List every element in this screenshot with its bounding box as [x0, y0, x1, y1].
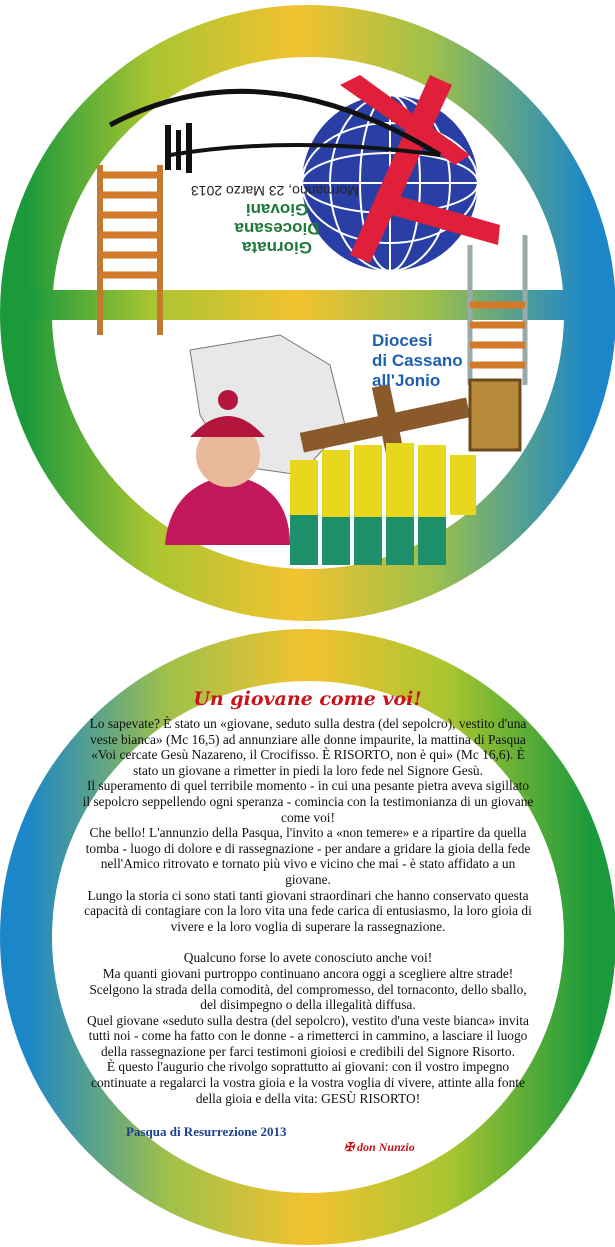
diocese-line-3: all'Jonio — [372, 371, 441, 390]
bottom-disc — [0, 628, 615, 1247]
paragraph: Lo sapevate? È stato un «giovane, seduto sulla destra (del sepolcro), vestito d'una veste bianca» (Mc 16,5) ad annunziare alle donne impaurite, la mattina di Pasqua «Voi cercate Gesù Nazareno, il Crocifisso. È RISORTO, non è qui» (Mc 16,6). È stato un giovane a rimetter in piedi la loro fede nel Signore Gesù. — [89, 716, 527, 778]
drip-marks-icon — [165, 123, 192, 173]
paragraph: Scelgono la strada della comodità, del compromesso, del tornaconto, dello sballo, del disimpegno o della illegalità diffusa. — [89, 981, 527, 1013]
paragraph: Lungo la storia ci sono stati tanti giovani straordinari che hanno conservato questa capacità di contagiare con la loro vita una fede carica di entusiasmo, la loro gioia di vivere e la loro voglia di superare la rassegnazione. — [84, 887, 532, 934]
place-date: Mormanno, 23 Marzo 2013 — [190, 183, 360, 199]
paragraph: È questo l'augurio che rivolgo soprattutto ai giovani: con il vostro impegno continuate a regalarci la vostra gioia e la vostra voglia di vivere, attinte alla fonte della gioia e della vita: GESÙ RISORTO! — [91, 1059, 525, 1106]
paragraph: Qualcuno forse lo avete conosciuto anche voi! — [183, 950, 433, 966]
event-title-line-3: Giovani — [245, 200, 309, 219]
diocese-line-1: Diocesi — [372, 331, 433, 350]
event-title — [217, 200, 337, 257]
event-header-upside-down — [165, 175, 385, 295]
signature: ✠ don Nunzio — [344, 1140, 415, 1154]
paragraph: Il superamento di quel terribile momento - in cui una pesante pietra aveva sigillato il sepolcro seppellendo ogni speranza - comincia con la testimonianza di un giovane come voi! — [82, 778, 534, 825]
event-title-line-1: Giornata — [242, 238, 312, 257]
diocese-line-2: di Cassano — [372, 351, 463, 370]
paragraph: Che bello! L'annunzio della Pasqua, l'invito a «non temere» e a ripartire da quella tomba - luogo di dolore e di rassegnazione - per andare a gridare la gioia della fede nell'Amico ritrovato e tornato più vivo e vicino che mai - è stato affidato a un giovane. — [85, 825, 531, 887]
closing-line: Pasqua di Resurrezione 2013 — [126, 1124, 287, 1139]
diocese-name — [372, 331, 463, 391]
letter-title: Un giovane come voi! — [193, 688, 422, 710]
paragraph: Quel giovane «seduto sulla destra (del sepolcro), vestito d'una veste bianca» invita tutti noi - come ha fatto con le donne - a rimetterci in cammino, a lasciare il luogo della rassegnazione per farci testimoni gioiosi e credibili del Signore Risorto. — [87, 1012, 529, 1059]
paragraph: Ma quanti giovani purtroppo continuano ancora oggi a scegliere altre strade! — [102, 965, 514, 981]
madonna-icon-painting — [470, 380, 520, 450]
letter-body — [82, 716, 534, 1106]
event-title-line-2: Diocesana — [234, 219, 320, 238]
top-disc-graphic — [0, 5, 615, 623]
top-disc — [0, 5, 615, 623]
